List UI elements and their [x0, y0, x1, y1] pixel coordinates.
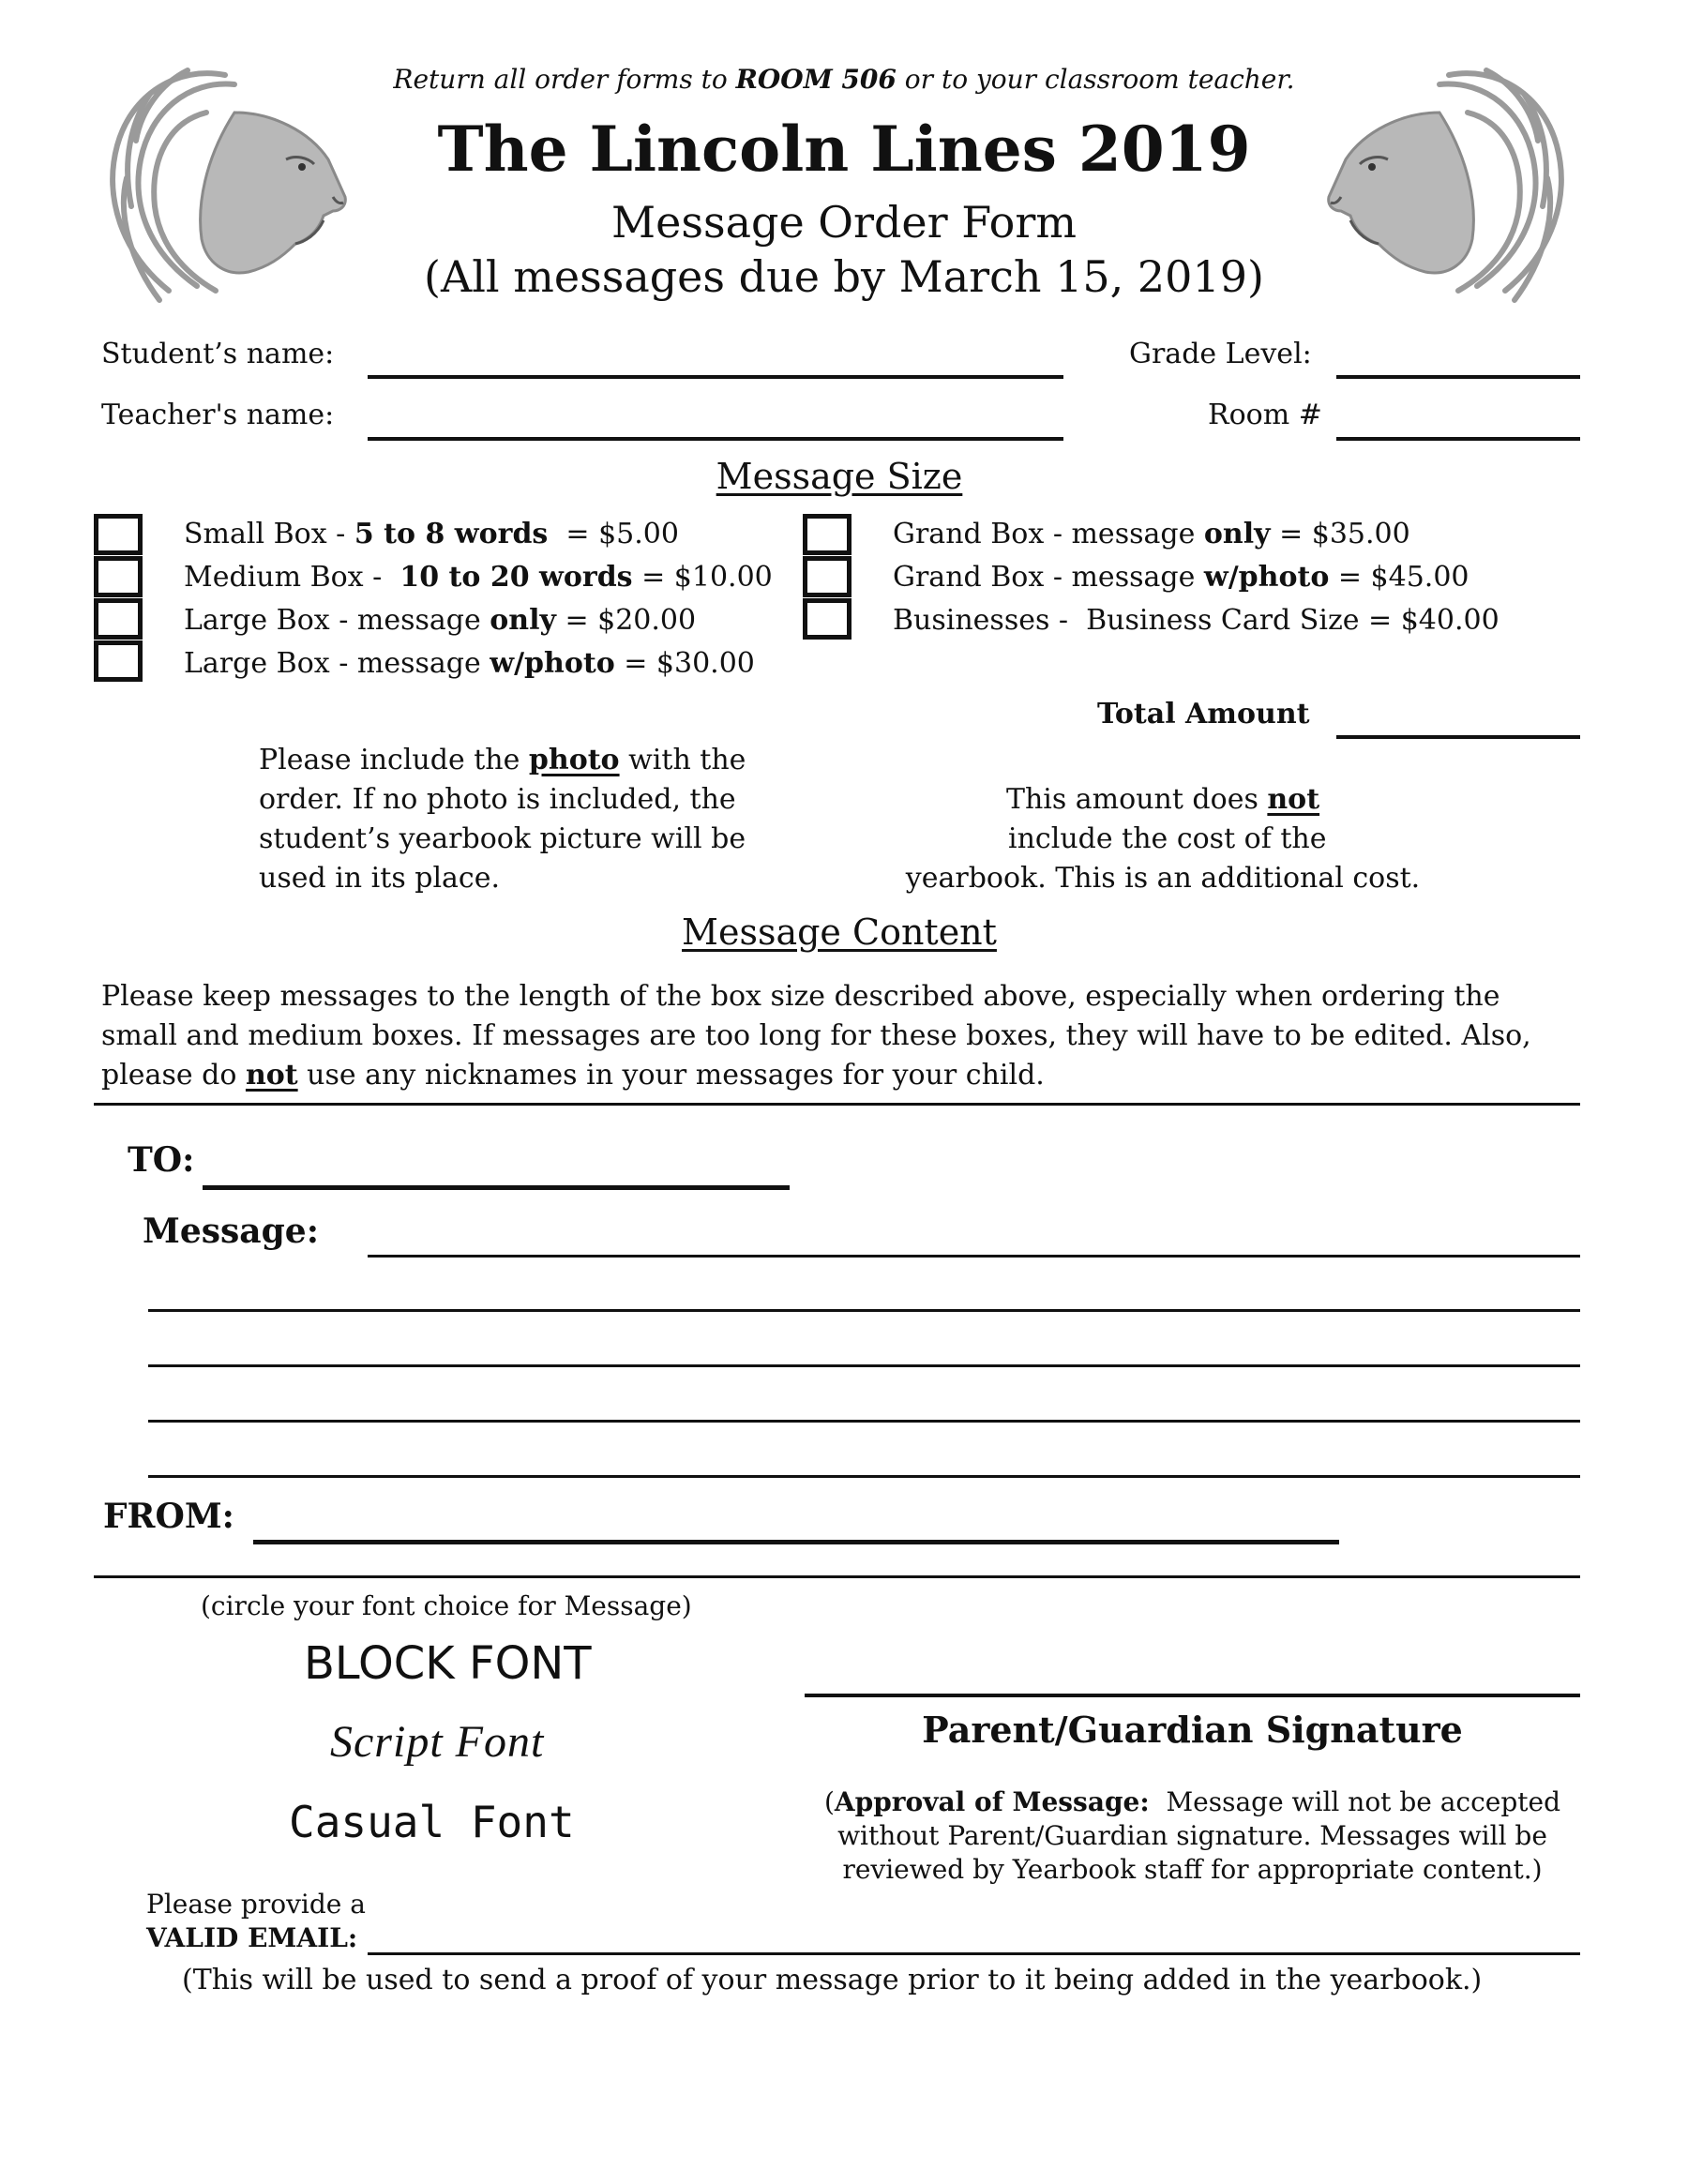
message-line-1[interactable]	[368, 1255, 1580, 1258]
email-field[interactable]	[368, 1952, 1580, 1955]
opt-pre: Medium Box -	[184, 561, 400, 594]
due-date: (All messages due by March 15, 2019)	[424, 251, 1264, 302]
note-text: used in its place.	[259, 862, 501, 895]
return-line-post: or to your classroom teacher.	[904, 64, 1295, 95]
message-line-5[interactable]	[148, 1475, 1580, 1478]
return-line-room: ROOM 506	[735, 64, 897, 95]
page-subtitle: Message Order Form	[611, 197, 1077, 248]
total-amount-label: Total Amount	[1097, 698, 1310, 731]
guideline-text: Please keep messages to the length of the box size described above, especially when ordering the	[101, 980, 1500, 1013]
student-name-label: Student’s name:	[101, 338, 335, 370]
small-box-checkbox[interactable]	[94, 514, 143, 555]
option-large-box-photo	[184, 647, 755, 680]
large-box-only-checkbox[interactable]	[94, 598, 143, 640]
page-title: The Lincoln Lines 2019	[437, 113, 1251, 186]
opt-bold: w/photo	[1203, 561, 1330, 594]
divider	[94, 1103, 1580, 1106]
opt-post: = $20.00	[555, 604, 697, 637]
opt-post: = $10.00	[632, 561, 773, 594]
opt-pre: Small Box -	[184, 518, 354, 550]
grand-box-only-checkbox[interactable]	[803, 514, 852, 555]
message-line-4[interactable]	[148, 1420, 1580, 1423]
message-guidelines	[101, 977, 1531, 1095]
opt-post: = $35.00	[1270, 518, 1410, 550]
to-field[interactable]	[203, 1185, 790, 1190]
note-text: yearbook. This is an additional cost.	[905, 862, 1421, 895]
from-field[interactable]	[253, 1540, 1339, 1544]
return-line-pre: Return all order forms to	[393, 64, 728, 95]
option-small-box	[184, 518, 679, 550]
room-label: Room #	[1208, 399, 1322, 431]
option-medium-box	[184, 561, 773, 594]
signature-field[interactable]	[805, 1694, 1580, 1697]
option-grand-box-photo	[893, 561, 1469, 594]
teacher-name-field[interactable]	[368, 437, 1063, 441]
casual-font-option[interactable]: Casual Font	[289, 1797, 575, 1847]
opt-post: = $5.00	[548, 518, 679, 550]
photo-note	[259, 741, 746, 898]
email-note: (This will be used to send a proof of your message prior to it being added in the yearbook.)	[182, 1964, 1483, 1996]
message-content-heading: Message Content	[682, 911, 997, 953]
approval-text: reviewed by Yearbook staff for appropriate content.)	[842, 1854, 1543, 1885]
message-label: Message:	[143, 1212, 319, 1251]
grade-level-field[interactable]	[1336, 375, 1580, 379]
note-text: with the	[619, 744, 746, 776]
medium-box-checkbox[interactable]	[94, 556, 143, 597]
from-label: FROM:	[103, 1497, 234, 1536]
student-name-field[interactable]	[368, 375, 1063, 379]
email-label: VALID EMAIL:	[146, 1922, 358, 1953]
note-bold: not	[1267, 783, 1320, 816]
note-text: include the cost of the	[999, 822, 1327, 855]
message-size-heading: Message Size	[716, 456, 963, 497]
message-line-2[interactable]	[148, 1309, 1580, 1312]
opt-bold: w/photo	[490, 647, 615, 680]
option-large-box-only	[184, 604, 696, 637]
script-font-option[interactable]: Script Font	[330, 1717, 545, 1767]
message-line-3[interactable]	[148, 1364, 1580, 1367]
opt-post: = $45.00	[1329, 561, 1469, 594]
guideline-text: small and medium boxes. If messages are too long for these boxes, they will have to be edited. Also,	[101, 1019, 1531, 1052]
block-font-option[interactable]: BLOCK FONT	[304, 1637, 592, 1690]
opt-pre: Large Box - message	[184, 647, 490, 680]
large-box-photo-checkbox[interactable]	[94, 640, 143, 682]
opt-pre: Grand Box - message	[893, 518, 1204, 550]
opt-bold: only	[1203, 518, 1271, 550]
signature-approval-note: (Approval of Message: Message will not be accepted without Parent/Guardian signature. Messages will be reviewed by Yearbook staff for appropriate content.)	[805, 1785, 1580, 1887]
divider	[94, 1575, 1580, 1578]
approval-text: without Parent/Guardian signature. Messages will be	[837, 1820, 1547, 1851]
option-grand-box-only	[893, 518, 1410, 550]
guideline-text: use any nicknames in your messages for your child.	[297, 1059, 1045, 1092]
approval-text: Message will not be accepted	[1149, 1786, 1561, 1817]
note-text: This amount does	[1005, 783, 1268, 816]
guideline-text: please do	[101, 1059, 246, 1092]
note-text: student’s yearbook picture will be	[259, 822, 746, 855]
note-bold: photo	[528, 744, 620, 776]
business-card-checkbox[interactable]	[803, 598, 852, 640]
to-label: TO:	[128, 1140, 195, 1180]
opt-bold: only	[490, 604, 556, 637]
cost-note	[844, 780, 1482, 898]
return-instruction	[0, 64, 1688, 95]
opt-bold: 10 to 20 words	[399, 561, 633, 594]
note-text: order. If no photo is included, the	[259, 783, 736, 816]
total-amount-field[interactable]	[1336, 735, 1580, 739]
teacher-name-label: Teacher's name:	[101, 399, 335, 431]
grade-level-label: Grade Level:	[1129, 338, 1312, 370]
opt-pre: Large Box - message	[184, 604, 490, 637]
approval-bold: Approval of Message:	[834, 1786, 1150, 1817]
signature-label: Parent/Guardian Signature	[922, 1709, 1463, 1751]
font-choice-instruction: (circle your font choice for Message)	[201, 1590, 692, 1621]
note-text: Please include the	[259, 744, 529, 776]
room-field[interactable]	[1336, 437, 1580, 441]
email-prompt: Please provide a	[146, 1889, 366, 1920]
opt-pre: Grand Box - message	[893, 561, 1204, 594]
guideline-bold: not	[245, 1059, 298, 1092]
opt-pre: Businesses - Business Card Size = $40.00	[893, 604, 1500, 637]
option-business-card	[893, 604, 1500, 637]
grand-box-photo-checkbox[interactable]	[803, 556, 852, 597]
opt-bold: 5 to 8 words	[354, 518, 549, 550]
opt-post: = $30.00	[614, 647, 755, 680]
